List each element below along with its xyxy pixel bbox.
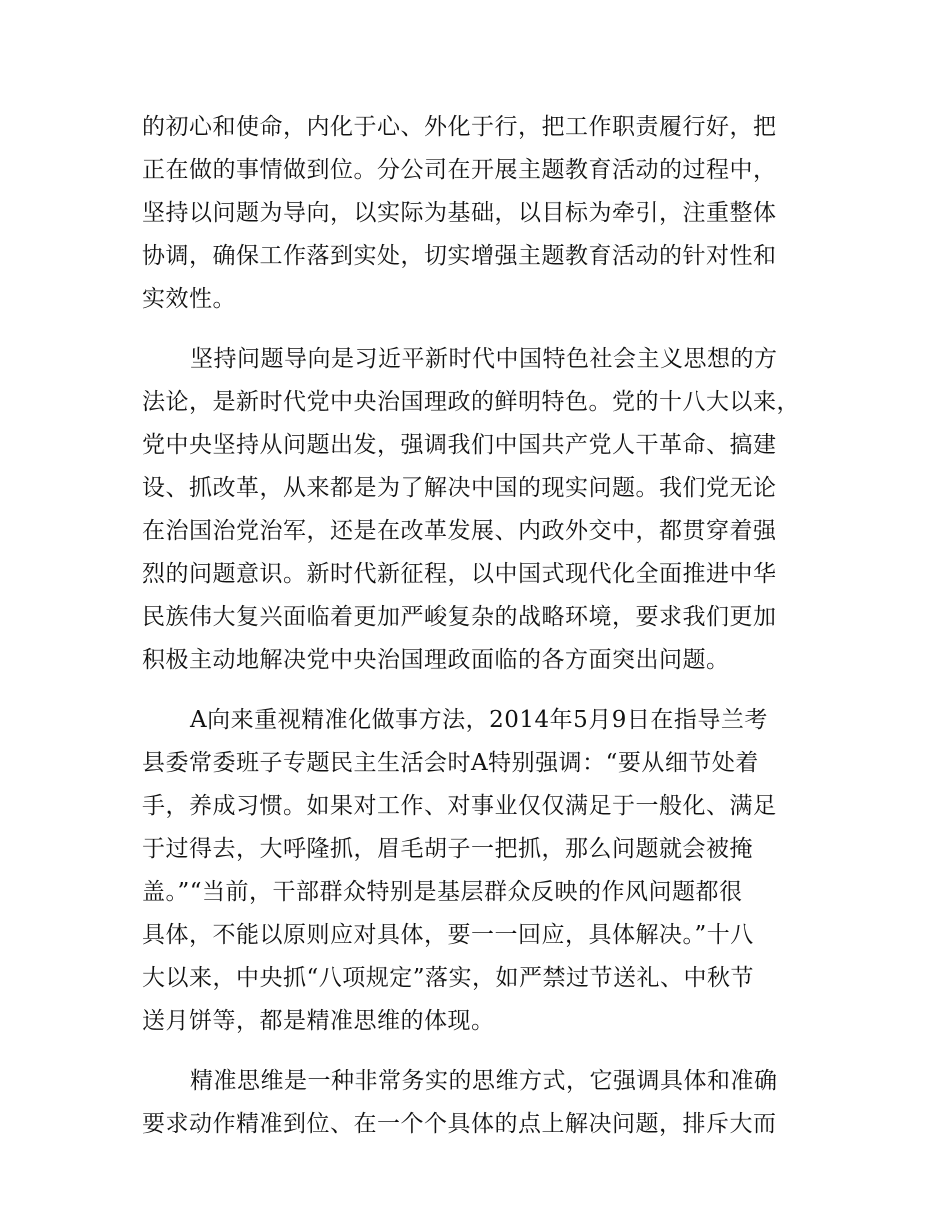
text-line: 协调，确保工作落到实处，切实增强主题教育活动的针对性和 — [142, 243, 777, 269]
paragraph-spacer — [142, 321, 827, 338]
text-line: 坚持以问题为导向，以实际为基础，以目标为牵引，注重整体 — [142, 200, 777, 226]
text-line: 要求动作精准到位、在一个个具体的点上解决问题，排斥大而 — [142, 1111, 777, 1137]
text-line: 民族伟大复兴面临着更加严峻复杂的战略环境，要求我们更加 — [142, 604, 777, 630]
text-line: 实效性。 — [142, 286, 236, 312]
text-line: 县委常委班子专题民主生活会时A特别强调：“要从细节处着 — [142, 750, 759, 776]
document-body — [142, 106, 827, 1146]
text-line: 党中央坚持从问题出发，强调我们中国共产党人干革命、搞建 — [142, 432, 777, 458]
text-line: 具体，不能以原则应对具体，要一一回应，具体解决。”十八 — [142, 922, 754, 948]
text-line: 送月饼等，都是精准思维的体现。 — [142, 1008, 495, 1034]
text-line: 烈的问题意识。新时代新征程，以中国式现代化全面推进中华 — [142, 561, 777, 587]
text-line: 法论，是新时代党中央治国理政的鲜明特色。党的十八大以来， — [142, 389, 800, 415]
text-line: 设、抓改革，从来都是为了解决中国的现实问题。我们党无论 — [142, 475, 777, 501]
text-line: A向来重视精准化做事方法，2014年5月9日在指导兰考 — [190, 707, 768, 733]
paragraph-spacer — [142, 682, 827, 699]
text-line: 坚持问题导向是习近平新时代中国特色社会主义思想的方 — [190, 346, 778, 372]
paragraph-1 — [142, 106, 827, 321]
text-line: 盖。”“当前，干部群众特别是基层群众反映的作风问题都很 — [142, 879, 743, 905]
paragraph-2 — [142, 338, 827, 682]
paragraph-4 — [142, 1060, 827, 1146]
text-line: 的初心和使命，内化于心、外化于行，把工作职责履行好，把 — [142, 114, 777, 140]
text-line: 正在做的事情做到位。分公司在开展主题教育活动的过程中， — [142, 157, 777, 183]
text-line: 手，养成习惯。如果对工作、对事业仅仅满足于一般化、满足 — [142, 793, 777, 819]
text-line: 精准思维是一种非常务实的思维方式，它强调具体和准确 — [190, 1068, 778, 1094]
text-line: 积极主动地解决党中央治国理政面临的各方面突出问题。 — [142, 647, 730, 673]
text-line: 在治国治党治军，还是在改革发展、内政外交中，都贯穿着强 — [142, 518, 777, 544]
paragraph-3 — [142, 699, 827, 1043]
text-line: 大以来，中央抓“八项规定”落实，如严禁过节送礼、中秋节 — [142, 965, 755, 991]
text-line: 于过得去，大呼隆抓，眉毛胡子一把抓，那么问题就会被掩 — [142, 836, 753, 862]
paragraph-spacer — [142, 1043, 827, 1060]
